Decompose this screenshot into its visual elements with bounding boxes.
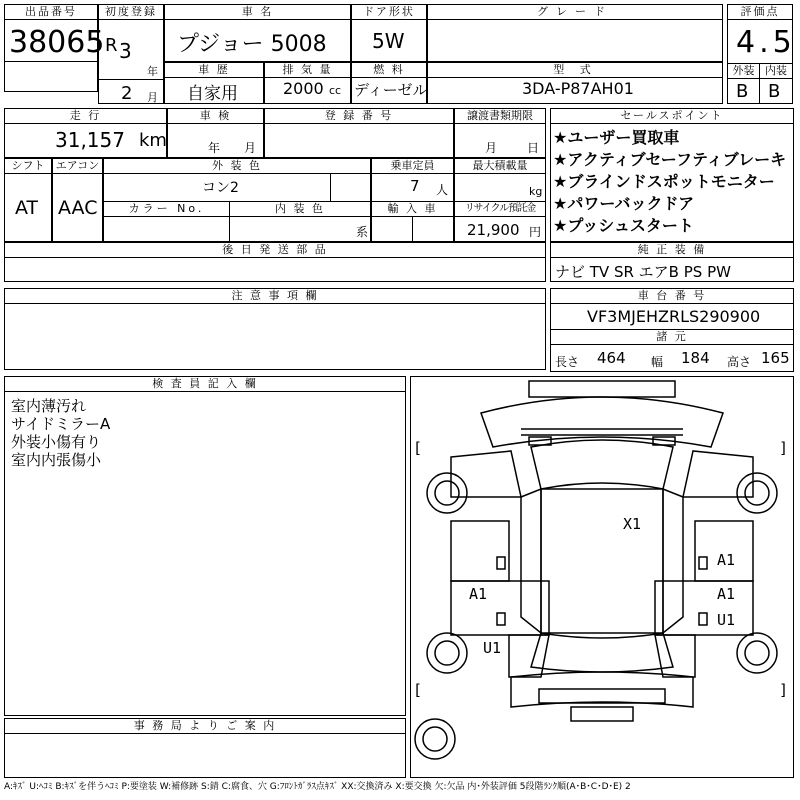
selling-point-item: ★パワーバックドア	[553, 194, 695, 213]
height-label: 高さ	[727, 355, 752, 369]
transfer-box	[454, 108, 546, 158]
inspector-note: 外装小傷有り	[11, 433, 102, 451]
load-box	[454, 158, 546, 242]
damage-mark-roof: X1	[623, 515, 642, 533]
length-label: 長さ	[555, 355, 580, 369]
color-no-label: カラー No.	[104, 202, 230, 217]
first-registration-box	[98, 4, 164, 104]
bracket-left-bottom: [	[413, 681, 423, 699]
ext-grade: B	[736, 81, 749, 102]
door-type: 5W	[372, 29, 405, 53]
fuel-box	[351, 62, 427, 104]
int-label: 内装	[760, 64, 792, 79]
regno-label: 登 録 番 号	[265, 109, 453, 124]
car-name-label: 車 名	[165, 5, 350, 20]
equipment-label: 純 正 装 備	[551, 243, 793, 258]
lot-number: 38065	[9, 25, 105, 60]
ac-label: エアコン	[53, 159, 102, 174]
inspector-label: 検 査 員 記 入 欄	[5, 377, 405, 392]
inspector-box	[4, 376, 406, 716]
chassis-number: VF3MJEHZRLS290900	[587, 307, 761, 326]
displacement-box	[264, 62, 351, 104]
inspector-note: 室内内張傷小	[11, 451, 102, 469]
width: 184	[681, 349, 710, 367]
history-label: 車 歴	[165, 63, 263, 78]
load-label: 最大積載量	[455, 159, 545, 174]
displacement-label: 排 気 量	[265, 63, 350, 78]
inspection-box	[167, 108, 264, 158]
grade-label: グレード	[428, 5, 722, 20]
bracket-right-bottom: ]	[779, 681, 789, 699]
door-label: ドア形状	[352, 5, 426, 20]
ac: AAC	[58, 197, 98, 219]
seats-label: 乗車定員	[372, 159, 453, 174]
mileage: 31,157	[55, 128, 125, 152]
cc-unit: cc	[329, 84, 342, 97]
month-unit: 月	[147, 91, 158, 104]
interior-suffix: 系	[356, 225, 369, 239]
int-grade: B	[768, 81, 781, 102]
length: 464	[597, 349, 626, 367]
notes-box	[4, 288, 546, 370]
year-unit: 年	[147, 65, 158, 78]
legend: A:ｷｽﾞ U:ﾍｺﾐ B:ｷｽﾞを伴うﾍｺﾐ P:要塗装 W:補修跡 S:錆 C:腐食、穴 G:ﾌﾛﾝﾄｶﾞﾗｽ点ｷｽﾞ XX:交換済み X:要交換 欠:欠品 内･外装評価 5段階ﾗﾝｸ順(A･B･C･D･E) 2	[4, 782, 631, 792]
fuel-label: 燃 料	[352, 63, 426, 78]
grade-box	[427, 4, 723, 62]
first-reg-label: 初度登録	[99, 5, 163, 20]
later-parts-label: 後 日 発 送 部 品	[5, 243, 545, 258]
inspector-note: 室内薄汚れ	[11, 397, 87, 415]
inspection-label: 車 検	[168, 109, 263, 124]
transfer-day-unit: 日	[527, 141, 540, 155]
history: 自家用	[187, 84, 238, 104]
ext-label: 外装	[728, 64, 760, 79]
model: 3DA-P87AH01	[522, 79, 634, 98]
regno-box	[264, 108, 454, 158]
score-box	[727, 4, 796, 104]
door-box	[351, 4, 427, 62]
equipment-box	[550, 242, 794, 282]
office-label: 事 務 局 よ り ご 案 内	[5, 719, 405, 734]
equipment: ナビ TV SR エアB PS PW	[555, 263, 731, 281]
lot-box	[4, 4, 105, 92]
ac-box	[52, 158, 103, 242]
car-diagram	[410, 376, 794, 778]
model-box	[427, 62, 723, 104]
interior-color-label: 内 装 色	[230, 202, 370, 217]
later-parts-box	[4, 242, 546, 282]
selling-points-box	[550, 108, 794, 242]
seats-unit: 人	[436, 183, 449, 197]
office-box	[4, 718, 406, 778]
shift-box	[4, 158, 52, 242]
score-label: 評価点	[728, 5, 792, 20]
color-box	[103, 158, 371, 242]
car-name-box	[164, 4, 351, 62]
insp-year-unit: 年	[208, 141, 221, 155]
transfer-label: 譲渡書類期限	[455, 109, 545, 124]
damage-mark-left-rear-fender: U1	[483, 639, 502, 657]
width-label: 幅	[651, 355, 664, 369]
chassis-label: 車 台 番 号	[551, 289, 793, 304]
insp-month-unit: 月	[244, 141, 257, 155]
height: 165	[761, 349, 790, 367]
mileage-label: 走 行	[5, 109, 166, 124]
damage-mark-right-front-door: A1	[717, 551, 736, 569]
mileage-box	[4, 108, 167, 158]
bracket-right-top: ]	[779, 439, 789, 457]
damage-mark-right-rear-door: A1	[717, 585, 736, 603]
reg-year: 3	[119, 39, 132, 63]
recycle-label: リサイクル預託金	[455, 202, 545, 217]
selling-points-label: セールスポイント	[551, 109, 793, 124]
displacement: 2000	[283, 79, 324, 98]
km-unit: km	[139, 130, 167, 151]
car-name: プジョー 5008	[177, 32, 327, 57]
spec-label: 諸 元	[551, 330, 793, 345]
fuel: ディーゼル	[354, 81, 428, 99]
score: 4.5	[736, 25, 796, 60]
selling-point-item: ★アクティブセーフティブレーキ	[553, 150, 787, 169]
recycle-amount: 21,900	[467, 221, 520, 239]
selling-point-item: ★ブラインドスポットモニター	[553, 172, 775, 191]
color-label: 外 装 色	[104, 159, 370, 174]
reg-month: 2	[121, 83, 133, 104]
import-label: 輸 入 車	[372, 202, 453, 217]
selling-point-item: ★プッシュスタート	[553, 216, 694, 235]
load-unit: kg	[529, 185, 543, 198]
chassis-box	[550, 288, 794, 372]
seats: 7	[410, 177, 420, 195]
yen-unit: 円	[529, 225, 542, 239]
model-label: 型 式	[428, 63, 722, 78]
car-outline-icon	[411, 377, 793, 777]
lot-label: 出品番号	[5, 5, 97, 20]
color: コン2	[202, 180, 239, 196]
damage-mark-left-rear-door: A1	[469, 585, 488, 603]
notes-label: 注 意 事 項 欄	[5, 289, 545, 304]
shift-label: シフト	[5, 159, 51, 174]
inspector-note: サイドミラーA	[11, 415, 111, 433]
selling-point-item: ★ユーザー買取車	[553, 128, 680, 147]
seats-box	[371, 158, 454, 242]
history-box	[164, 62, 264, 104]
damage-mark-right-rear-door-2: U1	[717, 611, 736, 629]
shift: AT	[15, 197, 39, 219]
bracket-left-top: [	[413, 439, 423, 457]
era: R	[105, 35, 118, 56]
transfer-month-unit: 月	[485, 141, 498, 155]
